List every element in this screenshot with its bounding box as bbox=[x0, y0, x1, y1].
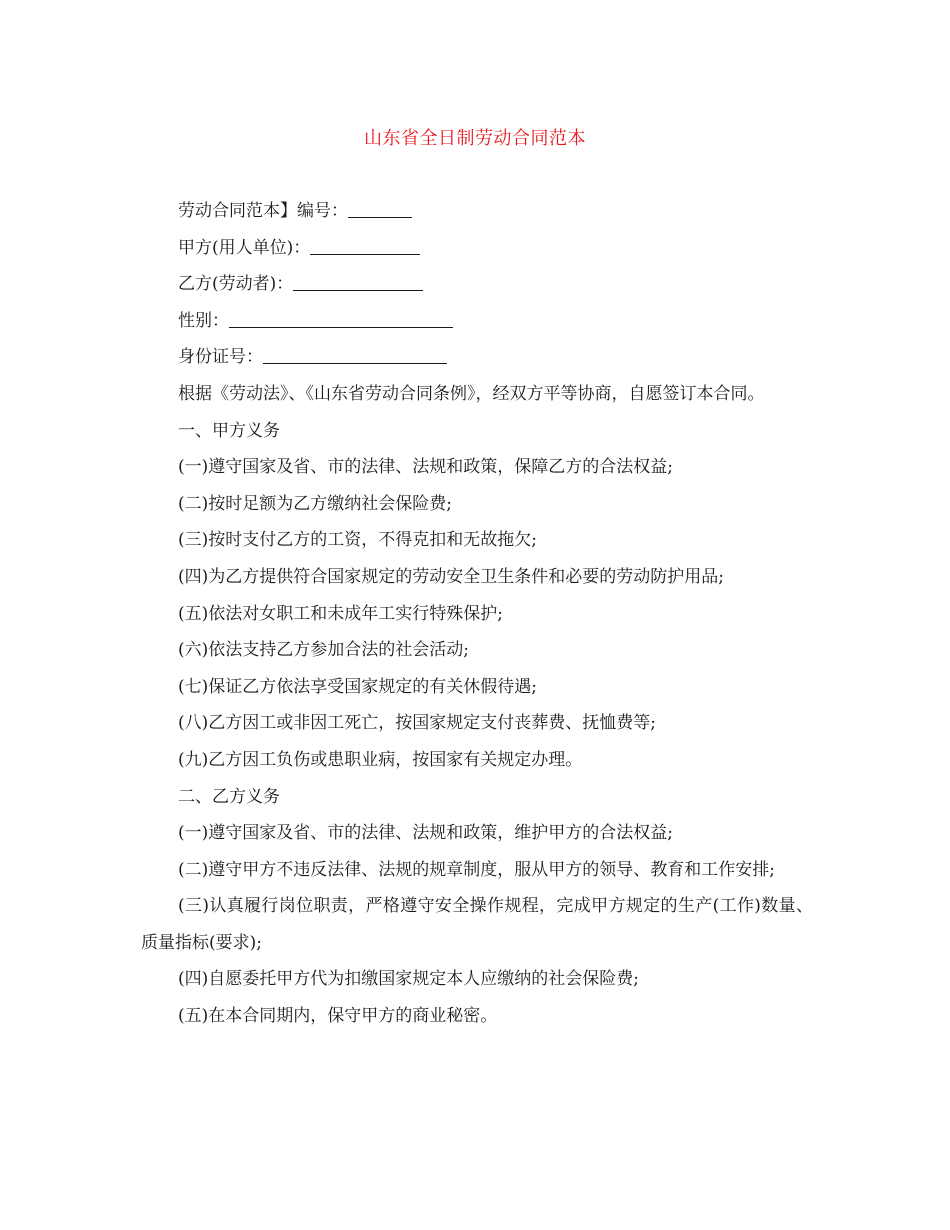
section-one-item: (九)乙方因工负伤或患职业病，按国家有关规定办理。 bbox=[178, 749, 583, 770]
contract-number-blank[interactable] bbox=[348, 199, 412, 218]
id-number-blank[interactable] bbox=[263, 345, 447, 364]
preamble-paragraph: 根据《劳动法》、《山东省劳动合同条例》，经双方平等协商，自愿签订本合同。 bbox=[178, 383, 765, 404]
section-one-heading: 一、甲方义务 bbox=[178, 420, 280, 441]
document-body bbox=[141, 193, 813, 1035]
party-b-line bbox=[141, 266, 813, 303]
contract-number-label: 劳动合同范本】编号： bbox=[178, 201, 348, 221]
gender-blank[interactable] bbox=[229, 309, 453, 328]
section-one-item: (三)按时支付乙方的工资，不得克扣和无故拖欠; bbox=[178, 530, 537, 551]
section-two-item: (三)认真履行岗位职责，严格遵守安全操作规程，完成甲方规定的生产(工作)数量、质量指标(要求); bbox=[141, 896, 813, 953]
section-one-item: (八)乙方因工或非因工死亡，按国家规定支付丧葬费、抚恤费等; bbox=[178, 713, 656, 734]
party-a-blank[interactable] bbox=[310, 236, 420, 255]
party-a-label: 甲方(用人单位)： bbox=[178, 237, 311, 258]
id-number-label: 身份证号： bbox=[178, 347, 263, 368]
gender-label: 性别： bbox=[178, 310, 229, 331]
id-number-line bbox=[141, 339, 813, 376]
party-b-label: 乙方(劳动者)： bbox=[178, 274, 294, 295]
party-a-line bbox=[141, 230, 813, 267]
section-two-item: (四)自愿委托甲方代为扣缴国家规定本人应缴纳的社会保险费; bbox=[178, 969, 639, 990]
section-one-item: (七)保证乙方依法享受国家规定的有关休假待遇; bbox=[178, 676, 537, 697]
contract-number-line bbox=[141, 193, 813, 230]
document-title: 山东省全日制劳动合同范本 bbox=[364, 128, 586, 149]
section-two-item: (一)遵守国家及省、市的法律、法规和政策，维护甲方的合法权益; bbox=[178, 823, 673, 844]
section-one-item: (二)按时足额为乙方缴纳社会保险费; bbox=[178, 493, 452, 514]
section-two-heading: 二、乙方义务 bbox=[178, 786, 280, 807]
gender-line bbox=[141, 303, 813, 340]
section-one-item: (六)依法支持乙方参加合法的社会活动; bbox=[178, 640, 469, 661]
section-one-item: (五)依法对女职工和未成年工实行特殊保护; bbox=[178, 603, 503, 624]
section-two-item: (二)遵守甲方不违反法律、法规的规章制度，服从甲方的领导、教育和工作安排; bbox=[178, 859, 775, 880]
section-one-item: (四)为乙方提供符合国家规定的劳动安全卫生条件和必要的劳动防护用品; bbox=[178, 566, 724, 587]
section-two-item: (五)在本合同期内，保守甲方的商业秘密。 bbox=[178, 1006, 498, 1027]
party-b-blank[interactable] bbox=[293, 272, 423, 291]
section-one-item: (一)遵守国家及省、市的法律、法规和政策，保障乙方的合法权益; bbox=[178, 457, 673, 478]
